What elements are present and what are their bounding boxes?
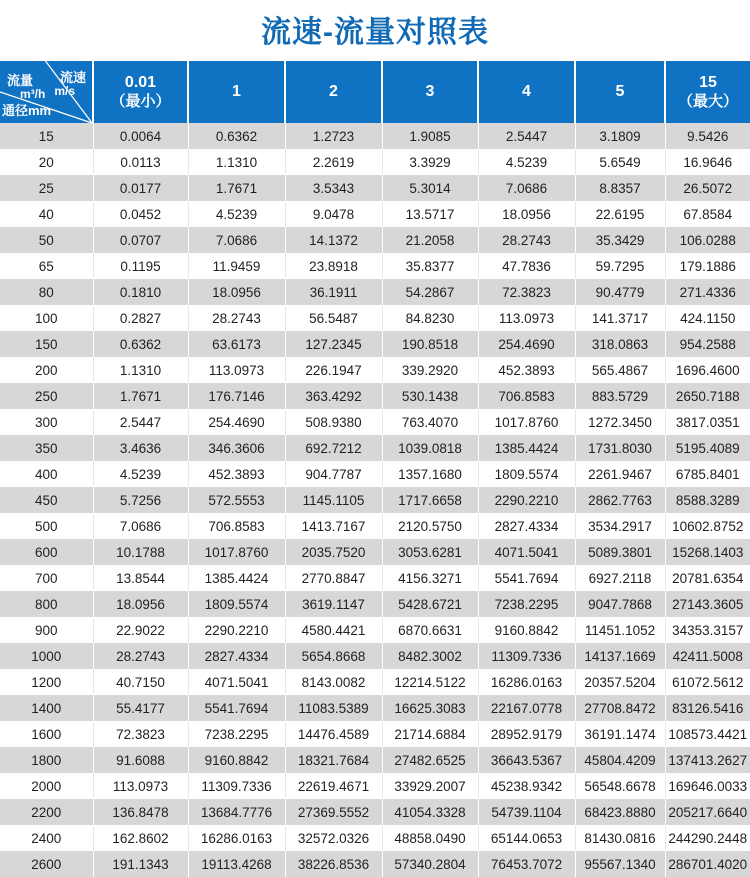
table-cell: 424.1150: [665, 305, 750, 331]
table-cell: 5195.4089: [665, 435, 750, 461]
table-cell: 2290.2210: [478, 487, 575, 513]
table-cell: 0.0707: [93, 227, 188, 253]
table-cell: 2770.8847: [285, 565, 382, 591]
table-cell: 113.0973: [188, 357, 285, 383]
table-cell: 2650.7188: [665, 383, 750, 409]
table-cell: 34353.3157: [665, 617, 750, 643]
table-cell: 3619.1147: [285, 591, 382, 617]
table-cell: 23.8918: [285, 253, 382, 279]
table-cell: 3.1809: [575, 123, 665, 149]
table-cell: 1717.6658: [382, 487, 478, 513]
table-cell: 7238.2295: [478, 591, 575, 617]
table-cell: 226.1947: [285, 357, 382, 383]
table-cell: 27482.6525: [382, 747, 478, 773]
table-cell: 1272.3450: [575, 409, 665, 435]
table-cell: 21714.6884: [382, 721, 478, 747]
table-cell: 4580.4421: [285, 617, 382, 643]
column-header-6: [665, 61, 750, 123]
table-cell: 26.5072: [665, 175, 750, 201]
table-cell: 1017.8760: [188, 539, 285, 565]
row-header-diameter: 50: [0, 227, 93, 253]
column-header-value-5: 5: [615, 83, 625, 100]
table-cell: 28.2743: [93, 643, 188, 669]
table-cell: 2827.4334: [478, 513, 575, 539]
row-header-diameter: 300: [0, 409, 93, 435]
table-cell: 84.8230: [382, 305, 478, 331]
table-row: [0, 409, 750, 435]
table-row: [0, 747, 750, 773]
column-header-value-3: 3: [425, 83, 435, 100]
table-cell: 4.5239: [93, 461, 188, 487]
table-cell: 162.8602: [93, 825, 188, 851]
table-cell: 36643.5367: [478, 747, 575, 773]
table-cell: 179.1886: [665, 253, 750, 279]
table-cell: 572.5553: [188, 487, 285, 513]
table-cell: 271.4336: [665, 279, 750, 305]
table-row: [0, 591, 750, 617]
table-cell: 42411.5008: [665, 643, 750, 669]
table-row: [0, 435, 750, 461]
table-cell: 1413.7167: [285, 513, 382, 539]
table-cell: 363.4292: [285, 383, 382, 409]
table-cell: 0.0177: [93, 175, 188, 201]
table-cell: 9.5426: [665, 123, 750, 149]
table-cell: 254.4690: [188, 409, 285, 435]
row-header-diameter: 1000: [0, 643, 93, 669]
table-cell: 10.1788: [93, 539, 188, 565]
row-header-diameter: 450: [0, 487, 93, 513]
table-cell: 11309.7336: [478, 643, 575, 669]
table-cell: 7.0686: [478, 175, 575, 201]
table-cell: 13.8544: [93, 565, 188, 591]
table-cell: 4.5239: [478, 149, 575, 175]
row-header-diameter: 500: [0, 513, 93, 539]
table-cell: 38226.8536: [285, 851, 382, 877]
table-cell: 113.0973: [478, 305, 575, 331]
row-header-diameter: 1800: [0, 747, 93, 773]
table-cell: 63.6173: [188, 331, 285, 357]
corner-flow-label: 流量 m³/h: [7, 73, 46, 101]
table-row: [0, 383, 750, 409]
table-cell: 3.3929: [382, 149, 478, 175]
table-cell: 8588.3289: [665, 487, 750, 513]
table-cell: 2290.2210: [188, 617, 285, 643]
table-cell: 9160.8842: [188, 747, 285, 773]
row-header-diameter: 1400: [0, 695, 93, 721]
table-cell: 16.9646: [665, 149, 750, 175]
table-cell: 3534.2917: [575, 513, 665, 539]
table-cell: 11309.7336: [188, 773, 285, 799]
table-cell: 1696.4600: [665, 357, 750, 383]
table-cell: 90.4779: [575, 279, 665, 305]
table-cell: 5541.7694: [188, 695, 285, 721]
table-cell: 19113.4268: [188, 851, 285, 877]
table-cell: 2.2619: [285, 149, 382, 175]
table-cell: 452.3893: [188, 461, 285, 487]
table-cell: 5428.6721: [382, 591, 478, 617]
table-cell: 72.3823: [93, 721, 188, 747]
table-cell: 56.5487: [285, 305, 382, 331]
table-cell: 0.0452: [93, 201, 188, 227]
table-cell: 22.9022: [93, 617, 188, 643]
table-cell: 4071.5041: [188, 669, 285, 695]
table-row: [0, 695, 750, 721]
table-cell: 36.1911: [285, 279, 382, 305]
table-cell: 1039.0818: [382, 435, 478, 461]
table-cell: 7.0686: [93, 513, 188, 539]
table-cell: 190.8518: [382, 331, 478, 357]
table-cell: 1.7671: [188, 175, 285, 201]
table-cell: 1809.5574: [478, 461, 575, 487]
row-header-diameter: 700: [0, 565, 93, 591]
row-header-diameter: 2200: [0, 799, 93, 825]
table-header: [0, 61, 750, 123]
table-cell: 2.5447: [478, 123, 575, 149]
column-header-0: [93, 61, 188, 123]
table-cell: 346.3606: [188, 435, 285, 461]
table-cell: 36191.1474: [575, 721, 665, 747]
table-cell: 47.7836: [478, 253, 575, 279]
table-cell: 28.2743: [188, 305, 285, 331]
table-cell: 141.3717: [575, 305, 665, 331]
table-cell: 4.5239: [188, 201, 285, 227]
table-cell: 3.4636: [93, 435, 188, 461]
table-cell: 136.8478: [93, 799, 188, 825]
row-header-diameter: 250: [0, 383, 93, 409]
row-header-diameter: 80: [0, 279, 93, 305]
table-cell: 5654.8668: [285, 643, 382, 669]
table-cell: 3.5343: [285, 175, 382, 201]
row-header-diameter: 20: [0, 149, 93, 175]
table-cell: 5.3014: [382, 175, 478, 201]
table-cell: 565.4867: [575, 357, 665, 383]
table-cell: 28.2743: [478, 227, 575, 253]
row-header-diameter: 350: [0, 435, 93, 461]
row-header-diameter: 400: [0, 461, 93, 487]
table-cell: 191.1343: [93, 851, 188, 877]
table-cell: 530.1438: [382, 383, 478, 409]
table-row: [0, 643, 750, 669]
corner-speed-label: 流速 m/s: [54, 70, 86, 98]
table-cell: 0.6362: [188, 123, 285, 149]
table-row: [0, 305, 750, 331]
table-cell: 4071.5041: [478, 539, 575, 565]
table-cell: 286701.4020: [665, 851, 750, 877]
table-row: [0, 669, 750, 695]
row-header-diameter: 15: [0, 123, 93, 149]
table-cell: 5541.7694: [478, 565, 575, 591]
table-cell: 27143.3605: [665, 591, 750, 617]
table-row: [0, 513, 750, 539]
table-cell: 6870.6631: [382, 617, 478, 643]
table-cell: 883.5729: [575, 383, 665, 409]
table-cell: 11451.1052: [575, 617, 665, 643]
table-row: [0, 149, 750, 175]
table-cell: 95567.1340: [575, 851, 665, 877]
row-header-diameter: 800: [0, 591, 93, 617]
table-row: [0, 487, 750, 513]
table-cell: 22619.4671: [285, 773, 382, 799]
table-row: [0, 461, 750, 487]
corner-speed-unit: m/s: [54, 83, 75, 98]
table-cell: 20781.6354: [665, 565, 750, 591]
table-cell: 11.9459: [188, 253, 285, 279]
table-cell: 2827.4334: [188, 643, 285, 669]
column-header-5: [575, 61, 665, 123]
table-cell: 106.0288: [665, 227, 750, 253]
table-cell: 692.7212: [285, 435, 382, 461]
row-header-diameter: 25: [0, 175, 93, 201]
table-cell: 72.3823: [478, 279, 575, 305]
table-cell: 9.0478: [285, 201, 382, 227]
column-header-3: [382, 61, 478, 123]
row-header-diameter: 200: [0, 357, 93, 383]
table-cell: 763.4070: [382, 409, 478, 435]
page-title: 流速-流量对照表: [261, 16, 489, 49]
table-cell: 7.0686: [188, 227, 285, 253]
corner-flow-unit: m³/h: [20, 86, 46, 101]
table-cell: 1385.4424: [478, 435, 575, 461]
column-header-value-4: 4: [522, 83, 531, 100]
table-cell: 2035.7520: [285, 539, 382, 565]
row-header-diameter: 65: [0, 253, 93, 279]
table-row: [0, 799, 750, 825]
table-cell: 6927.2118: [575, 565, 665, 591]
table-row: [0, 721, 750, 747]
table-cell: 22167.0778: [478, 695, 575, 721]
table-cell: 32572.0326: [285, 825, 382, 851]
table-cell: 14.1372: [285, 227, 382, 253]
table-row: [0, 175, 750, 201]
column-header-value-2: 2: [329, 83, 338, 100]
table-cell: 65144.0653: [478, 825, 575, 851]
table-cell: 1357.1680: [382, 461, 478, 487]
table-cell: 5.7256: [93, 487, 188, 513]
column-header-1: [188, 61, 285, 123]
table-cell: 2261.9467: [575, 461, 665, 487]
table-cell: 9160.8842: [478, 617, 575, 643]
table-cell: 16286.0163: [478, 669, 575, 695]
table-row: [0, 773, 750, 799]
table-cell: 41054.3328: [382, 799, 478, 825]
table-cell: 18321.7684: [285, 747, 382, 773]
table-cell: 2862.7763: [575, 487, 665, 513]
column-header-note-0: （最小）: [110, 92, 171, 110]
table-cell: 954.2588: [665, 331, 750, 357]
row-header-diameter: 600: [0, 539, 93, 565]
row-header-diameter: 40: [0, 201, 93, 227]
table-cell: 5089.3801: [575, 539, 665, 565]
column-header-value-0: 0.01: [124, 73, 157, 91]
row-header-diameter: 900: [0, 617, 93, 643]
table-cell: 54.2867: [382, 279, 478, 305]
column-header-2: [285, 61, 382, 123]
table-cell: 254.4690: [478, 331, 575, 357]
table-cell: 0.0064: [93, 123, 188, 149]
row-header-diameter: 150: [0, 331, 93, 357]
column-header-value-1: 1: [232, 83, 241, 100]
table-cell: 0.1195: [93, 253, 188, 279]
row-header-diameter: 2400: [0, 825, 93, 851]
table-cell: 108573.4421: [665, 721, 750, 747]
table-cell: 35.8377: [382, 253, 478, 279]
table-row: [0, 825, 750, 851]
table-cell: 76453.7072: [478, 851, 575, 877]
table-cell: 1809.5574: [188, 591, 285, 617]
table-cell: 81430.0816: [575, 825, 665, 851]
table-cell: 14137.1669: [575, 643, 665, 669]
table-body: [0, 123, 750, 877]
row-header-diameter: 100: [0, 305, 93, 331]
table-cell: 706.8583: [188, 513, 285, 539]
table-cell: 7238.2295: [188, 721, 285, 747]
table-row: [0, 253, 750, 279]
table-cell: 1731.8030: [575, 435, 665, 461]
table-cell: 339.2920: [382, 357, 478, 383]
table-cell: 137413.2627: [665, 747, 750, 773]
corner-diameter-label: 通径mm: [2, 103, 52, 119]
table-cell: 28952.9179: [478, 721, 575, 747]
table-cell: 1.1310: [188, 149, 285, 175]
table-cell: 2120.5750: [382, 513, 478, 539]
row-header-diameter: 1600: [0, 721, 93, 747]
table-cell: 1385.4424: [188, 565, 285, 591]
table-cell: 3817.0351: [665, 409, 750, 435]
table-cell: 18.0956: [93, 591, 188, 617]
table-cell: 10602.8752: [665, 513, 750, 539]
table-cell: 8143.0082: [285, 669, 382, 695]
table-cell: 33929.2007: [382, 773, 478, 799]
table-cell: 0.2827: [93, 305, 188, 331]
table-cell: 13.5717: [382, 201, 478, 227]
table-cell: 127.2345: [285, 331, 382, 357]
table-cell: 20357.5204: [575, 669, 665, 695]
table-cell: 13684.7776: [188, 799, 285, 825]
table-cell: 2.5447: [93, 409, 188, 435]
table-row: [0, 227, 750, 253]
table-cell: 67.8584: [665, 201, 750, 227]
table-cell: 61072.5612: [665, 669, 750, 695]
column-header-value-6: 15: [699, 73, 717, 91]
table-cell: 55.4177: [93, 695, 188, 721]
table-cell: 57340.2804: [382, 851, 478, 877]
header-row: [0, 61, 750, 123]
table-row: [0, 357, 750, 383]
table-cell: 12214.5122: [382, 669, 478, 695]
column-header-note-6: （最大）: [677, 92, 738, 110]
table-cell: 11083.5389: [285, 695, 382, 721]
table-cell: 176.7146: [188, 383, 285, 409]
table-row: [0, 565, 750, 591]
table-row: [0, 201, 750, 227]
table-cell: 904.7787: [285, 461, 382, 487]
table-row: [0, 539, 750, 565]
table-cell: 1.1310: [93, 357, 188, 383]
table-cell: 6785.8401: [665, 461, 750, 487]
table-cell: 68423.8880: [575, 799, 665, 825]
table-row: [0, 851, 750, 877]
table-row: [0, 279, 750, 305]
table-cell: 45238.9342: [478, 773, 575, 799]
table-cell: 18.0956: [188, 279, 285, 305]
table-row: [0, 617, 750, 643]
table-cell: 83126.5416: [665, 695, 750, 721]
table-cell: 16286.0163: [188, 825, 285, 851]
table-cell: 0.1810: [93, 279, 188, 305]
flow-velocity-table: [0, 61, 750, 877]
table-cell: 91.6088: [93, 747, 188, 773]
table-cell: 48858.0490: [382, 825, 478, 851]
table-cell: 40.7150: [93, 669, 188, 695]
table-cell: 508.9380: [285, 409, 382, 435]
table-cell: 45804.4209: [575, 747, 665, 773]
table-cell: 1145.1105: [285, 487, 382, 513]
table-cell: 27369.5552: [285, 799, 382, 825]
table-cell: 113.0973: [93, 773, 188, 799]
table-cell: 706.8583: [478, 383, 575, 409]
corner-header-cell: [0, 61, 93, 123]
table-cell: 318.0863: [575, 331, 665, 357]
table-cell: 14476.4589: [285, 721, 382, 747]
table-cell: 15268.1403: [665, 539, 750, 565]
column-header-4: [478, 61, 575, 123]
table-cell: 3053.6281: [382, 539, 478, 565]
table-cell: 0.0113: [93, 149, 188, 175]
table-cell: 35.3429: [575, 227, 665, 253]
table-cell: 4156.3271: [382, 565, 478, 591]
table-cell: 18.0956: [478, 201, 575, 227]
table-cell: 205217.6640: [665, 799, 750, 825]
table-row: [0, 123, 750, 149]
table-cell: 5.6549: [575, 149, 665, 175]
table-cell: 169646.0033: [665, 773, 750, 799]
table-cell: 8.8357: [575, 175, 665, 201]
table-cell: 59.7295: [575, 253, 665, 279]
table-cell: 56548.6678: [575, 773, 665, 799]
table-cell: 21.2058: [382, 227, 478, 253]
row-header-diameter: 1200: [0, 669, 93, 695]
table-cell: 1.7671: [93, 383, 188, 409]
row-header-diameter: 2600: [0, 851, 93, 877]
table-cell: 8482.3002: [382, 643, 478, 669]
table-cell: 0.6362: [93, 331, 188, 357]
table-cell: 22.6195: [575, 201, 665, 227]
table-cell: 1017.8760: [478, 409, 575, 435]
table-cell: 1.9085: [382, 123, 478, 149]
table-cell: 452.3893: [478, 357, 575, 383]
table-cell: 54739.1104: [478, 799, 575, 825]
table-cell: 16625.3083: [382, 695, 478, 721]
table-row: [0, 331, 750, 357]
table-cell: 1.2723: [285, 123, 382, 149]
table-cell: 27708.8472: [575, 695, 665, 721]
table-cell: 9047.7868: [575, 591, 665, 617]
row-header-diameter: 2000: [0, 773, 93, 799]
table-cell: 244290.2448: [665, 825, 750, 851]
